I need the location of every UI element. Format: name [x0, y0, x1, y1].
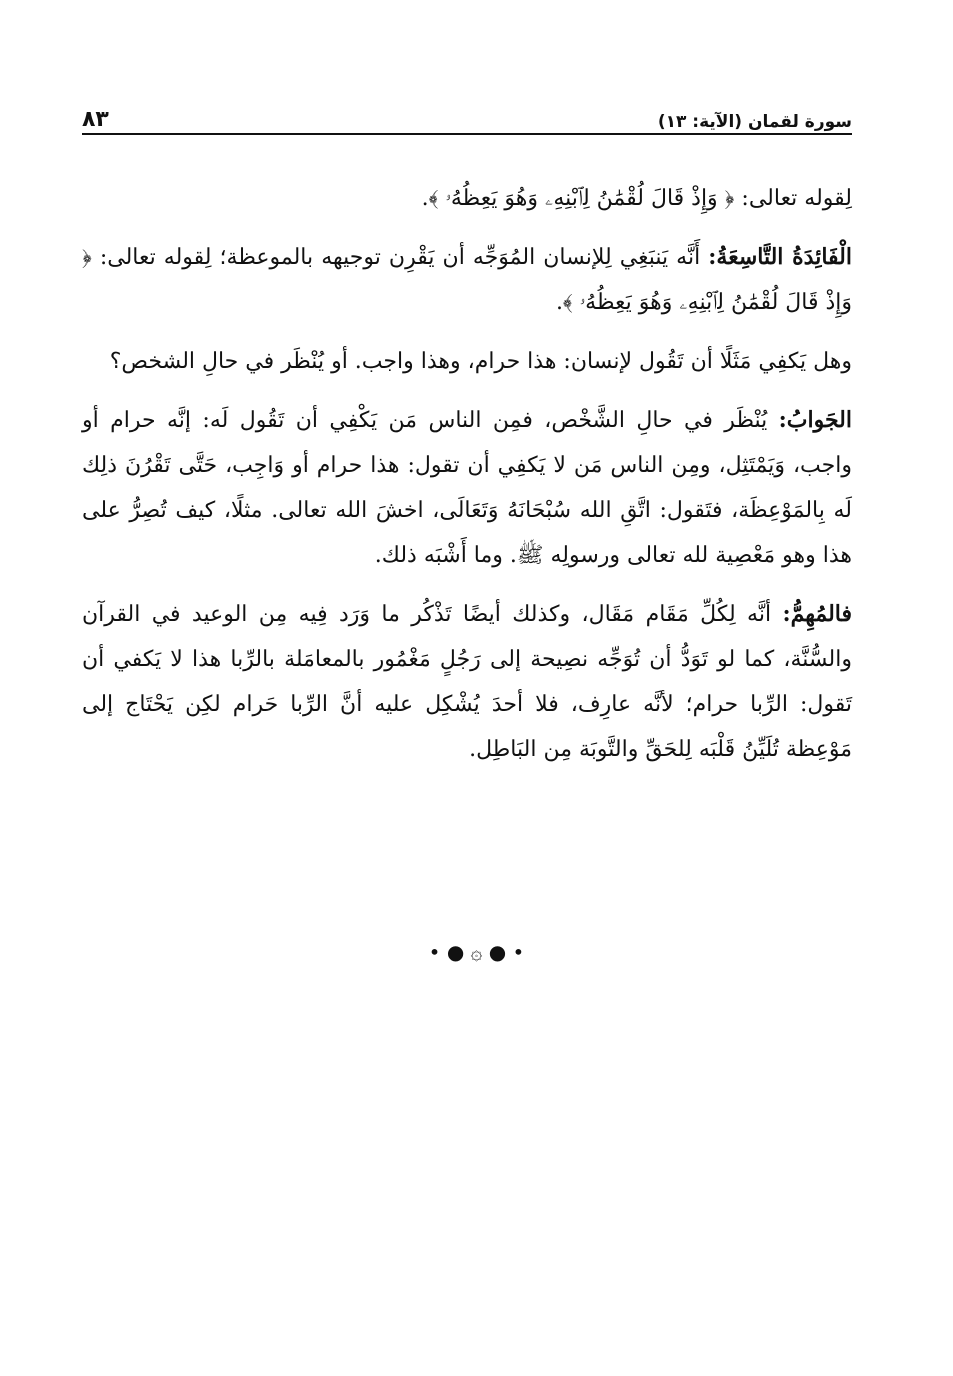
paragraph-conclusion [82, 592, 852, 772]
paragraph-verse-citation [82, 176, 852, 221]
paragraph-answer [82, 398, 852, 578]
paragraph-text: أنَّه لِكُلِّ مَقَام مَقَال، وكذلك أيضًا تَذْكُر ما وَرَد فِيه مِن الوعيد في القرآن والسُّنَّة، كما لو تَوَدُّ أن تُوَجِّه نصِيحة إلى رَجُلٍ مَغْمُور بالمعامَلة بالرِّبا هذا لا يَكفي أن تَقول: الرِّبا حرام؛ لأنَّه عارِف، فلا أحدَ يُشْكِل عليه أنَّ الرِّبا حَرام لكِن يَحْتَاج إلى مَوْعِظة تُلَيِّنُ قَلْبَه لِلحَقِّ والتَّوبَة مِن البَاطِل. [82, 602, 852, 762]
paragraph-ninth-benefit [82, 235, 852, 325]
header-divider [82, 133, 852, 135]
paragraph-text: أَنَّه يَنبَغِي لِلإنسان المُوَجِّه أن يَقْرِن توجيهه بالموعظة؛ لِقوله تعالى: ﴿ وَإِذْ قَالَ لُقْمَٰنُ لِٱبْنِهِۦ وَهُوَ يَعِظُهُۥ ﴾. [82, 245, 852, 315]
paragraph-lead: الجَوابُ: [778, 407, 852, 433]
paragraph-text: وهل يَكفِي مَثَلًا أن تَقُول لإنسان: هذا حرام، وهذا واجب. أو يُنْظَر في حالِ الشخص؟ [109, 349, 852, 374]
paragraph-text: لِقوله تعالى: ﴿ وَإِذْ قَالَ لُقْمَٰنُ لِٱبْنِهِۦ وَهُوَ يَعِظُهُۥ ﴾. [421, 186, 852, 211]
page-number: ٨٣ [82, 107, 109, 132]
paragraph-lead: فالمُهِمُّ: [782, 601, 852, 627]
paragraph-lead: الْفَائِدَةُ التَّاسِعَةُ: [708, 244, 852, 270]
running-title: سورة لقمان (الآية: ١٣) [657, 112, 852, 132]
paragraph-text: يُنْظَر في حالِ الشَّخْص، فمِن الناس مَن يَكْفِي أن تَقُول لَه: إنَّه حرام أو واجب، وَيَمْتَثِل، ومِن الناس مَن لا يَكفِي أن تقول: هذا حرام أو وَاجِب، حَتَّى تَقْرُنَ ذلِك لَه بِالمَوْعِظَة، فتَقول: اتَّقِ الله سُبْحَانَهُ وَتَعَالَى، اخشَ الله تعالى. مثلًا، كيف تُصِرُّ على هذا وهو مَعْصِية لله تعالى ورسولِه ﷺ. وما أَشْبَه ذلك. [82, 408, 852, 568]
paragraph-question [82, 339, 852, 384]
page-header [82, 98, 852, 132]
section-end-ornament: • ● ۞ ● • [428, 940, 525, 964]
page-body [82, 176, 852, 786]
